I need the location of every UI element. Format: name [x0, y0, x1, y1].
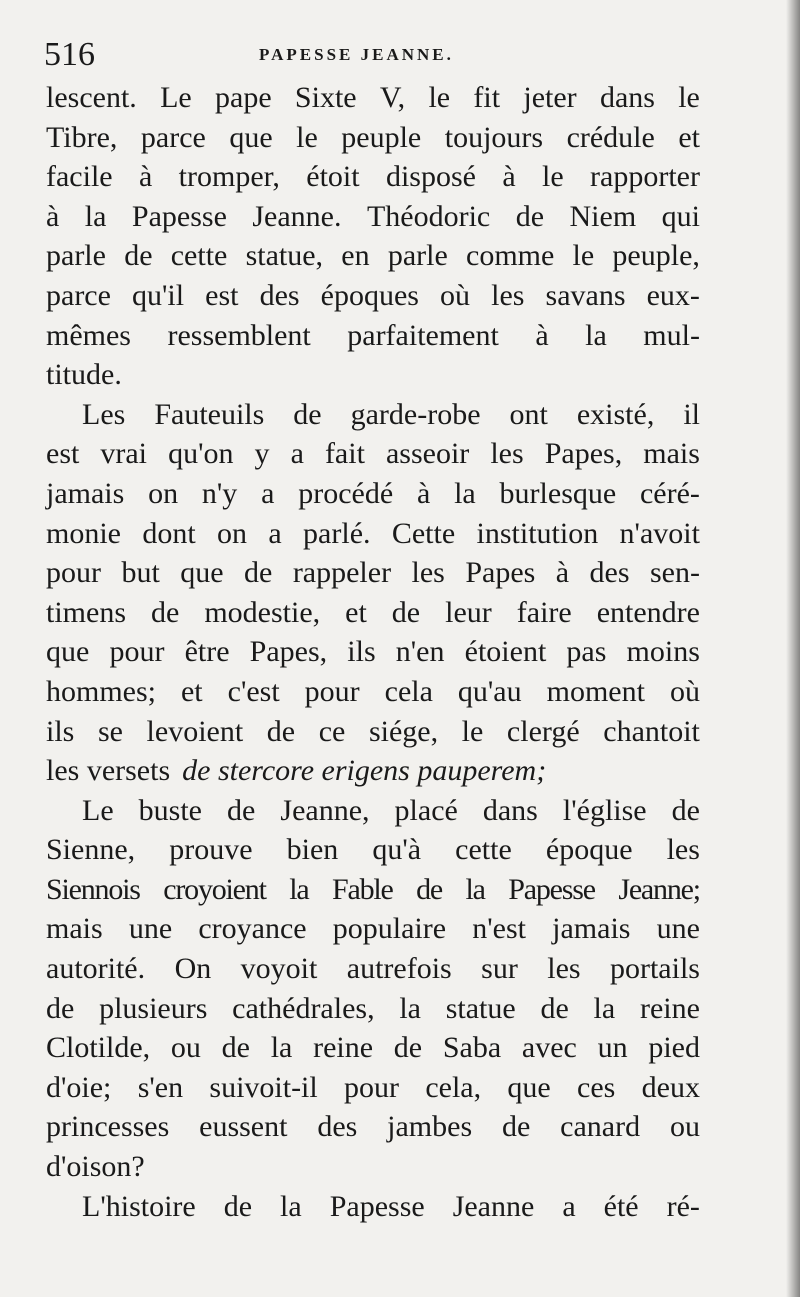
word: dans — [482, 793, 538, 827]
word: suivoit-il — [209, 1070, 318, 1104]
word: de — [223, 1189, 253, 1223]
word: étoient — [464, 635, 547, 669]
word: la — [270, 1031, 293, 1065]
word: facile — [46, 160, 113, 194]
word: le — [428, 81, 451, 114]
word: de — [266, 714, 296, 748]
word: qu'à — [372, 833, 422, 867]
word: monie — [46, 516, 121, 550]
word: ce — [318, 714, 346, 748]
word: jamais — [552, 912, 631, 946]
word: le — [572, 239, 595, 273]
word: n'y — [201, 476, 238, 510]
word: en — [341, 239, 370, 273]
word: parlé. — [303, 516, 371, 550]
word: prouve — [169, 833, 253, 867]
word: pied — [648, 1031, 700, 1065]
word: ont — [509, 397, 548, 431]
word: On — [174, 952, 212, 986]
word: de — [227, 793, 256, 827]
word: a — [562, 1189, 576, 1223]
word: ils — [347, 635, 376, 669]
word: sen- — [650, 556, 700, 590]
word: Clotilde, — [46, 1031, 151, 1065]
word: ré- — [666, 1189, 700, 1223]
word: voyoit — [240, 952, 318, 986]
word: des — [317, 1110, 358, 1144]
word: le — [296, 120, 318, 154]
word: de — [515, 199, 545, 233]
word: les — [411, 556, 445, 590]
word: de — [671, 793, 700, 827]
word: plusieurs — [99, 991, 208, 1025]
word: Papesse — [329, 1189, 425, 1223]
word: époques — [320, 278, 419, 312]
word: époque — [545, 833, 633, 867]
word: dans — [599, 81, 655, 114]
word: Fable — [331, 872, 393, 906]
word: siége, — [368, 714, 439, 748]
word: qu'il — [132, 278, 185, 312]
word: burlesque — [499, 476, 617, 510]
text-line — [46, 870, 700, 910]
word: chantoit — [603, 714, 700, 748]
word: la — [289, 872, 309, 906]
word: le — [678, 81, 700, 114]
word: peuple, — [612, 239, 700, 273]
word: peuple — [341, 120, 422, 154]
word: Jeanne — [452, 1189, 535, 1223]
word: eux- — [646, 278, 700, 312]
word: mul- — [643, 318, 700, 352]
word: parce — [140, 120, 206, 154]
text-line — [46, 514, 700, 554]
word: jeter — [523, 81, 577, 114]
word: leur — [445, 595, 492, 629]
word: parce — [46, 278, 111, 312]
word: comme — [466, 239, 555, 273]
word: n'avoit — [619, 516, 700, 550]
word: Papes — [465, 556, 536, 590]
word: cathédrales, — [232, 991, 375, 1025]
word: Siennois — [46, 872, 140, 906]
word: de — [501, 1110, 531, 1144]
word: la — [84, 199, 107, 233]
text-line — [46, 593, 700, 633]
word: où — [440, 278, 471, 312]
word: hommes; — [46, 674, 156, 708]
word: jambes — [387, 1110, 473, 1144]
word: ou — [170, 1031, 201, 1065]
word: procédé — [298, 476, 394, 510]
word: bien — [286, 833, 339, 867]
word: croyoient — [163, 872, 266, 906]
word: croyance — [198, 912, 307, 946]
text-line — [46, 474, 700, 514]
word: existé, — [576, 397, 655, 431]
word: y — [254, 437, 270, 471]
word: que — [180, 556, 224, 590]
text-line — [46, 751, 700, 791]
word: qu'on — [168, 437, 234, 471]
word: Jeanne, — [280, 793, 370, 827]
word: une — [656, 912, 700, 946]
word: rapporter — [590, 160, 700, 194]
word: Papesse — [508, 872, 595, 906]
word: qui — [661, 199, 700, 233]
word: une — [128, 912, 173, 946]
word: fit — [473, 81, 501, 114]
text-line — [46, 78, 700, 118]
word: de — [221, 1031, 250, 1065]
word: cela — [384, 674, 433, 708]
word: de — [124, 239, 153, 273]
word: levoient — [146, 714, 244, 748]
word: Jeanne; — [618, 872, 700, 906]
word: Fauteuils — [154, 397, 265, 431]
word: institution — [476, 516, 599, 550]
word: que — [229, 120, 273, 154]
text-line — [46, 830, 700, 870]
text-line — [46, 1107, 700, 1147]
text-line — [46, 316, 700, 356]
word: et — [345, 595, 367, 629]
latin-quotation: de stercore erigens pauperem; — [182, 754, 547, 788]
word: à — [46, 199, 60, 233]
word: mêmes — [46, 318, 131, 352]
word: mais — [643, 437, 700, 471]
body-text — [46, 78, 700, 1226]
word: étoit — [306, 160, 360, 194]
word: c'est — [227, 674, 280, 708]
text-line: d'oison? — [46, 1150, 145, 1184]
text-segment: les versets — [46, 754, 171, 788]
word: le — [461, 714, 484, 748]
word: jamais — [46, 476, 125, 510]
word: asseoir — [385, 437, 470, 471]
word: les — [666, 833, 700, 867]
word: les — [491, 278, 525, 312]
word: Le — [160, 81, 192, 114]
word: princesses — [46, 1110, 170, 1144]
word: moins — [626, 635, 700, 669]
word: d'oie; — [46, 1070, 112, 1104]
text-line — [46, 197, 700, 237]
word: n'en — [395, 635, 445, 669]
word: de — [244, 556, 273, 590]
word: la — [454, 476, 476, 510]
word: reine — [313, 1031, 374, 1065]
word: il — [683, 397, 700, 431]
word: la — [399, 991, 421, 1025]
text-line — [46, 553, 700, 593]
word: pape — [215, 81, 272, 114]
word: Saba — [442, 1031, 502, 1065]
word: où — [669, 674, 700, 708]
word: la — [593, 991, 616, 1025]
word: tromper, — [178, 160, 280, 194]
word: cette — [455, 833, 512, 867]
word: portails — [609, 952, 700, 986]
running-title: PAPESSE JEANNE. — [259, 45, 454, 64]
text-line — [46, 434, 700, 474]
word: de — [416, 872, 443, 906]
word: ressemblent — [167, 318, 311, 352]
word: V, — [379, 81, 406, 114]
word: à — [535, 318, 549, 352]
word: L'histoire — [82, 1189, 196, 1223]
word: l'église — [562, 793, 647, 827]
word: s'en — [137, 1070, 184, 1104]
word: à — [502, 160, 516, 194]
word: vrai — [100, 437, 148, 471]
page-header — [44, 30, 704, 80]
text-line — [46, 236, 700, 276]
word: eussent — [199, 1110, 288, 1144]
word: timens — [46, 595, 126, 629]
word: garde-robe — [350, 397, 481, 431]
word: Théodoric — [366, 199, 491, 233]
word: Jeanne. — [252, 199, 342, 233]
word: que — [507, 1070, 551, 1104]
word: à — [416, 476, 431, 510]
word: savans — [545, 278, 626, 312]
word: de — [293, 397, 322, 431]
word: pour — [304, 674, 360, 708]
word: de — [46, 991, 75, 1025]
word: Niem — [569, 199, 637, 233]
word: et — [678, 120, 700, 154]
word: canard — [560, 1110, 641, 1144]
text-line — [46, 632, 700, 672]
word: ils — [46, 714, 75, 748]
word: un — [597, 1031, 628, 1065]
word: toujours — [444, 120, 544, 154]
word: statue — [445, 991, 516, 1025]
word: entendre — [596, 595, 700, 629]
word: cela, — [425, 1070, 482, 1104]
word: avec — [521, 1031, 577, 1065]
text-line — [46, 1028, 700, 1068]
word: n'est — [472, 912, 526, 946]
word: a — [261, 476, 275, 510]
text-line — [46, 672, 700, 712]
word: céré- — [639, 476, 700, 510]
word: Les — [82, 397, 126, 431]
word: Cette — [391, 516, 456, 550]
word: a — [290, 437, 304, 471]
word: statue, — [245, 239, 324, 273]
paragraph-start-line — [46, 395, 700, 435]
word: la — [585, 318, 607, 352]
word: la — [465, 872, 485, 906]
word: que — [46, 635, 90, 669]
word: pas — [566, 635, 607, 669]
word: lescent. — [46, 81, 137, 114]
word: faire — [516, 595, 572, 629]
word: des — [259, 278, 300, 312]
word: Papes, — [544, 437, 623, 471]
text-line — [46, 989, 700, 1029]
word: reine — [639, 991, 700, 1025]
word: placé — [394, 793, 458, 827]
word: modestie, — [204, 595, 321, 629]
paragraph-start-line — [46, 791, 700, 831]
word: a — [268, 516, 282, 550]
word: buste — [138, 793, 202, 827]
word: populaire — [332, 912, 447, 946]
word: des — [589, 556, 630, 590]
text-line — [46, 949, 700, 989]
word: pour — [109, 635, 165, 669]
word: de — [540, 991, 569, 1025]
word: Papes, — [249, 635, 328, 669]
word: à — [555, 556, 570, 590]
word: but — [121, 556, 160, 590]
text-line: titude. — [46, 358, 122, 392]
word: de — [151, 595, 180, 629]
word: autorité. — [46, 952, 146, 986]
word: on — [217, 516, 248, 550]
word: cette — [170, 239, 228, 273]
word: crédule — [566, 120, 655, 154]
word: Sixte — [294, 81, 357, 114]
word: ces — [577, 1070, 616, 1104]
word: parfaitement — [347, 318, 499, 352]
word: clergé — [506, 714, 580, 748]
word: rappeler — [292, 556, 392, 590]
word: pour — [344, 1070, 400, 1104]
word: la — [280, 1189, 302, 1223]
word: fait — [324, 437, 365, 471]
word: Le — [82, 793, 114, 827]
word: sur — [481, 952, 518, 986]
word: de — [393, 1031, 423, 1065]
word: le — [542, 160, 564, 194]
word: est — [46, 437, 80, 471]
word: dont — [142, 516, 196, 550]
word: de — [391, 595, 421, 629]
word: les — [547, 952, 581, 986]
word: été — [603, 1189, 639, 1223]
paragraph-start-line — [46, 1187, 700, 1227]
word: mais — [46, 912, 103, 946]
word: Papesse — [131, 199, 227, 233]
word: parle — [387, 239, 448, 273]
word: ou — [669, 1110, 700, 1144]
word: être — [184, 635, 230, 669]
word: disposé — [385, 160, 476, 194]
text-line — [46, 909, 700, 949]
text-line — [46, 1068, 700, 1108]
word: moment — [546, 674, 645, 708]
text-line — [46, 157, 700, 197]
word: parle — [46, 239, 106, 273]
word: à — [138, 160, 153, 194]
word: les — [490, 437, 524, 471]
word: Sienne, — [46, 833, 136, 867]
word: pour — [46, 556, 101, 590]
word: qu'au — [457, 674, 522, 708]
page-number: 516 — [44, 36, 95, 73]
text-line — [46, 118, 700, 158]
word: autrefois — [346, 952, 452, 986]
word: on — [148, 476, 179, 510]
text-line — [46, 276, 700, 316]
word: et — [180, 674, 203, 708]
word: deux — [641, 1070, 700, 1104]
word: Tibre, — [46, 120, 118, 154]
word: se — [97, 714, 123, 748]
text-line — [46, 712, 700, 752]
word: est — [205, 278, 239, 312]
